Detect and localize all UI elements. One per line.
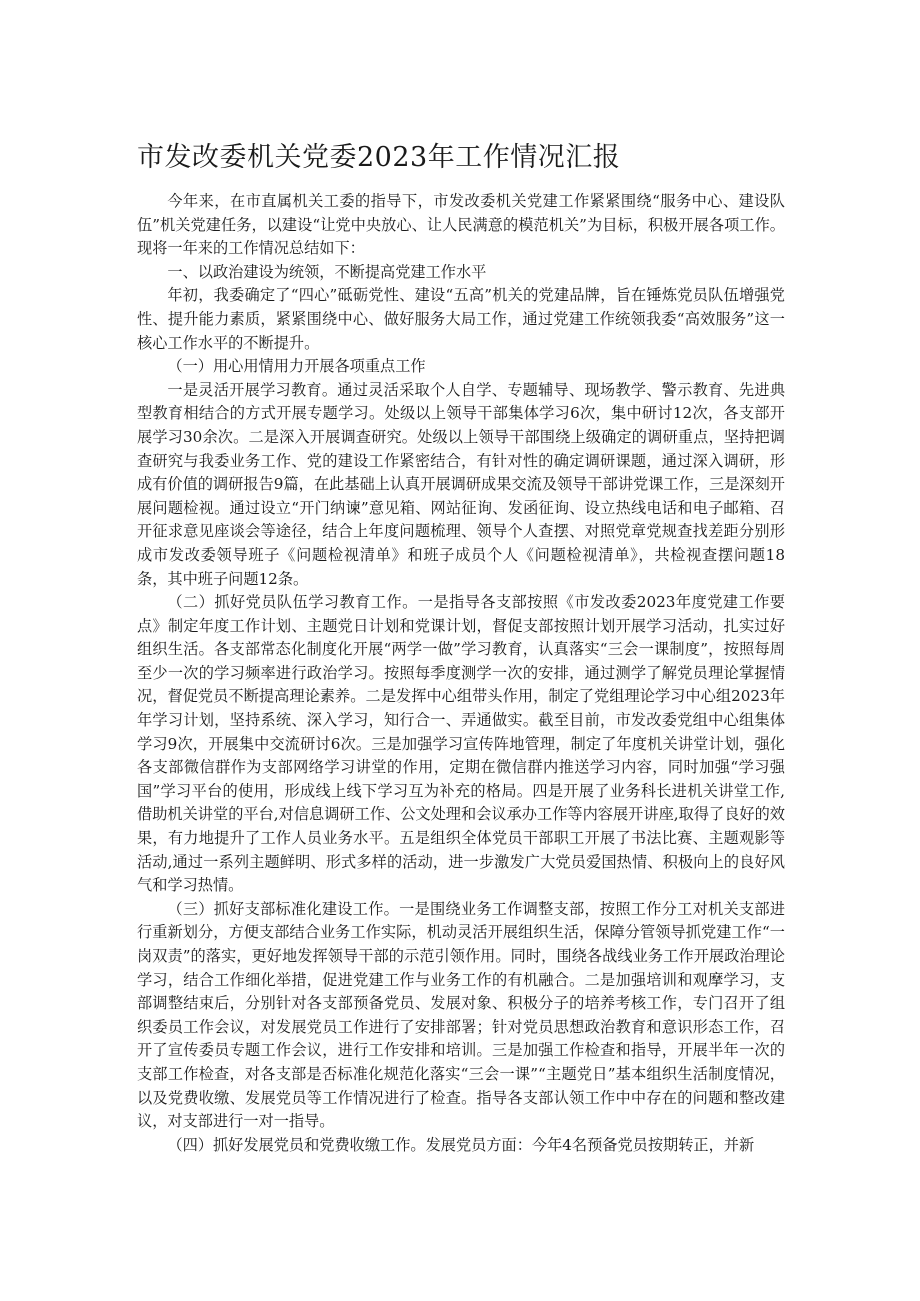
subsection-heading-1: （一）用心用情用力开展各项重点工作 [167,357,426,376]
document-body [137,190,785,1157]
subsection-4-paragraph: （四）抓好发展党员和党费收缴工作。发展党员方面：今年4名预备党员按期转正，并新 [167,1135,755,1154]
document-title: 市发改委机关党委2023年工作情况汇报 [137,142,621,173]
section-1-intro-paragraph: 年初，我委确定了“四心”砥砺党性、建设“五高”机关的党建品牌，旨在锤炼党员队伍增强党性、提升能力素质，紧紧围绕中心、做好服务大局工作，通过党建工作统领我委“高效服务”这一核心工作水平的不断提升。 [137,286,785,352]
subsection-3-paragraph: （三）抓好支部标准化建设工作。一是围绕业务工作调整支部，按照工作分工对机关支部进行重新划分，方便支部结合业务工作实际，机动灵活开展组织生活，保障分管领导抓党建工作“一岗双责”的落实，更好地发挥领导干部的示范引领作用。同时，围绕各战线业务工作开展政治理论学习，结合工作细化举措，促进党建工作与业务工作的有机融合。二是加强培训和观摩学习，支部调整结束后，分别针对各支部预备党员、发展对象、积极分子的培养考核工作，专门召开了组织委员工作会议，对发展党员工作进行了安排部署；针对党员思想政治教育和意识形态工作，召开了宣传委员专题工作会议，进行工作安排和培训。三是加强工作检查和指导，开展半年一次的支部工作检查，对各支部是否标准化规范化落实“三会一课”“主题党日”基本组织生活制度情况，以及党费收缴、发展党员等工作情况进行了检查。指导各支部认领工作中中存在的问题和整改建议，对支部进行一对一指导。 [137,899,785,1131]
subsection-1-paragraph: 一是灵活开展学习教育。通过灵活采取个人自学、专题辅导、现场教学、警示教育、先进典型教育相结合的方式开展专题学习。处级以上领导干部集体学习6次，集中研讨12次，各支部开展学习30余次。二是深入开展调查研究。处级以上领导干部围绕上级确定的调研重点，坚持把调查研究与我委业务工作、党的建设工作紧密结合，有针对性的确定调研课题，通过深入调研，形成有价值的调研报告9篇，在此基础上认真开展调研成果交流及领导干部讲党课工作，三是深刻开展问题检视。通过设立“开门纳谏”意见箱、网站征询、发函征询、设立热线电话和电子邮箱、召开征求意见座谈会等途径，结合上年度问题梳理、领导个人查摆、对照党章党规查找差距分别形成市发改委领导班子《问题检视清单》和班子成员个人《问题检视清单》，共检视查摆问题18条，其中班子问题12条。 [137,380,785,588]
section-heading-1: 一、以政治建设为统领，不断提高党建工作水平 [167,262,487,281]
intro-paragraph: 今年来，在市直属机关工委的指导下，市发改委机关党建工作紧紧围绕“服务中心、建设队伍”机关党建任务，以建设“让党中央放心、让人民满意的模范机关”为目标，积极开展各项工作。现将一年来的工作情况总结如下： [137,192,785,258]
subsection-2-paragraph: （二）抓好党员队伍学习教育工作。一是指导各支部按照《市发改委2023年度党建工作要点》制定年度工作计划、主题党日计划和党课计划，督促支部按照计划开展学习活动，扎实过好组织生活。各支部常态化制度化开展“两学一做”学习教育，认真落实“三会一课制度”，按照每周至少一次的学习频率进行政治学习。按照每季度测学一次的安排，通过测学了解党员理论掌握情况，督促党员不断提高理论素养。二是发挥中心组带头作用，制定了党组理论学习中心组2023年年学习计划，坚持系统、深入学习，知行合一、弄通做实。截至目前，市发改委党组中心组集体学习9次，开展集中交流研讨6次。三是加强学习宣传阵地管理，制定了年度机关讲堂计划，强化各支部微信群作为支部网络学习讲堂的作用，定期在微信群内推送学习内容，同时加强“学习强国”学习平台的使用，形成线上线下学习互为补充的格局。四是开展了业务科长进机关讲堂工作,借助机关讲堂的平台,对信息调研工作、公文处理和会议承办工作等内容展开讲座,取得了良好的效果，有力地提升了工作人员业务水平。五是组织全体党员干部职工开展了书法比赛、主题观影等活动,通过一系列主题鲜明、形式多样的活动，进一步激发广大党员爱国热情、积极向上的良好风气和学习热情。 [137,593,785,895]
